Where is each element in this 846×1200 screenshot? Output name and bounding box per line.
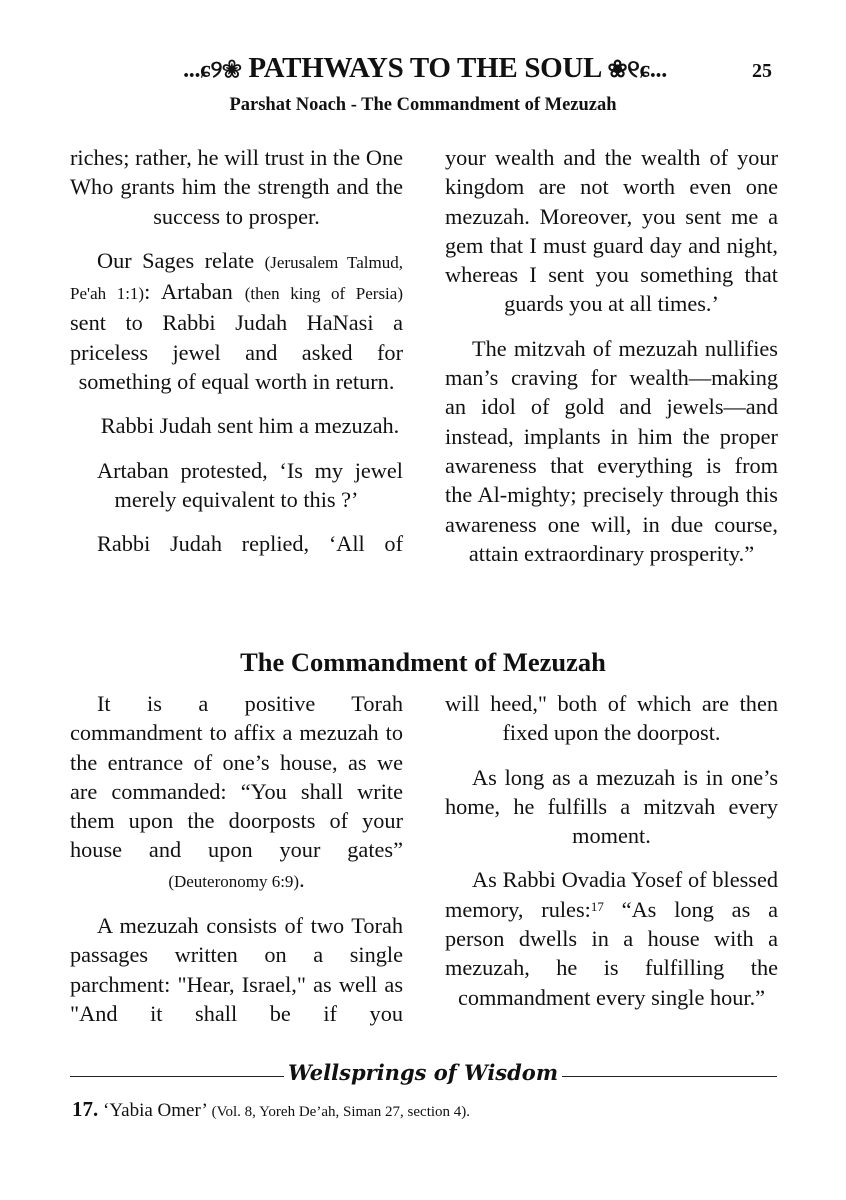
paragraph: riches; rather, he will trust in the One Who grants him the strength and the success to prosper. bbox=[70, 145, 403, 229]
footnote-title: ‘Yabia Omer’ bbox=[103, 1100, 208, 1121]
paragraph bbox=[70, 246, 403, 396]
text: As Rabbi Ovadia Yosef of blessed memory, rules: bbox=[445, 867, 778, 922]
paragraph: your wealth and the wealth of your kingdom are not worth even one mezuzah. Moreover, you sent me a gem that I must guard day and night, whereas I sent you something that guards you at all times.’ bbox=[445, 145, 778, 317]
paragraph bbox=[70, 689, 403, 896]
bottom-left-column bbox=[70, 689, 403, 1043]
footer-ornament bbox=[0, 1060, 846, 1085]
top-right-column bbox=[445, 143, 778, 583]
citation: (Jerusalem Talmud, Pe'ah 1:1) bbox=[70, 252, 403, 304]
paragraph: As long as a mezuzah is in one’s home, he fulfills a mitzvah every moment. bbox=[445, 764, 778, 849]
paragraph: Artaban protested, ‘Is my jewel merely equivalent to this ?’ bbox=[97, 457, 403, 512]
bottom-right-column bbox=[445, 689, 778, 1027]
text: : Artaban bbox=[144, 279, 245, 305]
citation: (then king of Persia) bbox=[244, 284, 403, 304]
text: “As long as a person dwells in a house with a mezuzah, he is fulfilling the commandment every single hour.” bbox=[445, 896, 778, 1010]
paragraph: Rabbi Judah replied, ‘All of bbox=[97, 531, 403, 557]
text: It is a positive Torah commandment to affix a mezuzah to the entrance of one’s house, as we are commanded: “You shall write them upon the doorposts of your house and upon your gates” bbox=[70, 691, 403, 863]
section-title: The Commandment of Mezuzah bbox=[240, 647, 606, 677]
footnote bbox=[72, 1097, 470, 1122]
book-title-text: PATHWAYS TO THE SOUL bbox=[248, 52, 601, 84]
footer-ornament-text: Wellsprings of Wisdom bbox=[284, 1060, 562, 1085]
citation: (Deuteronomy 6:9) bbox=[168, 871, 300, 891]
ornament-right-icon: ❀୧ɕ... bbox=[607, 57, 667, 83]
paragraph: Rabbi Judah sent him a mezuzah. bbox=[100, 413, 400, 439]
text: sent to Rabbi Judah HaNasi a priceless jewel and asked for something of equal worth in return. bbox=[70, 310, 403, 395]
paragraph: A mezuzah consists of two Torah passages written on a single parchment: "Hear, Israel," as well as "And it shall be if you bbox=[70, 913, 403, 1026]
page-number: 25 bbox=[752, 60, 772, 82]
top-left-column bbox=[70, 143, 403, 574]
paragraph: The mitzvah of mezuzah nullifies man’s craving for wealth—making an idol of gold and jewels—and instead, implants in him the proper awareness that everything is from the Al-mighty; precisely through this awareness one will, in due course, attain extraordinary prosperity.” bbox=[445, 335, 778, 566]
footnote-number: 17. bbox=[72, 1097, 99, 1121]
footnote-ref[interactable]: 17 bbox=[590, 898, 604, 914]
chapter-subtitle: Parshat Noach - The Commandment of Mezuzah bbox=[229, 95, 617, 115]
paragraph: will heed," both of which are then fixed upon the doorpost. bbox=[445, 691, 778, 746]
paragraph bbox=[445, 865, 778, 1011]
text: Our Sages relate bbox=[97, 247, 265, 273]
footnote-detail: (Vol. 8, Yoreh De’ah, Siman 27, section 4). bbox=[207, 1104, 471, 1120]
text: . bbox=[299, 866, 305, 892]
ornament-left-icon: ...ɕ୨❀ bbox=[183, 57, 242, 83]
book-title bbox=[130, 52, 720, 85]
